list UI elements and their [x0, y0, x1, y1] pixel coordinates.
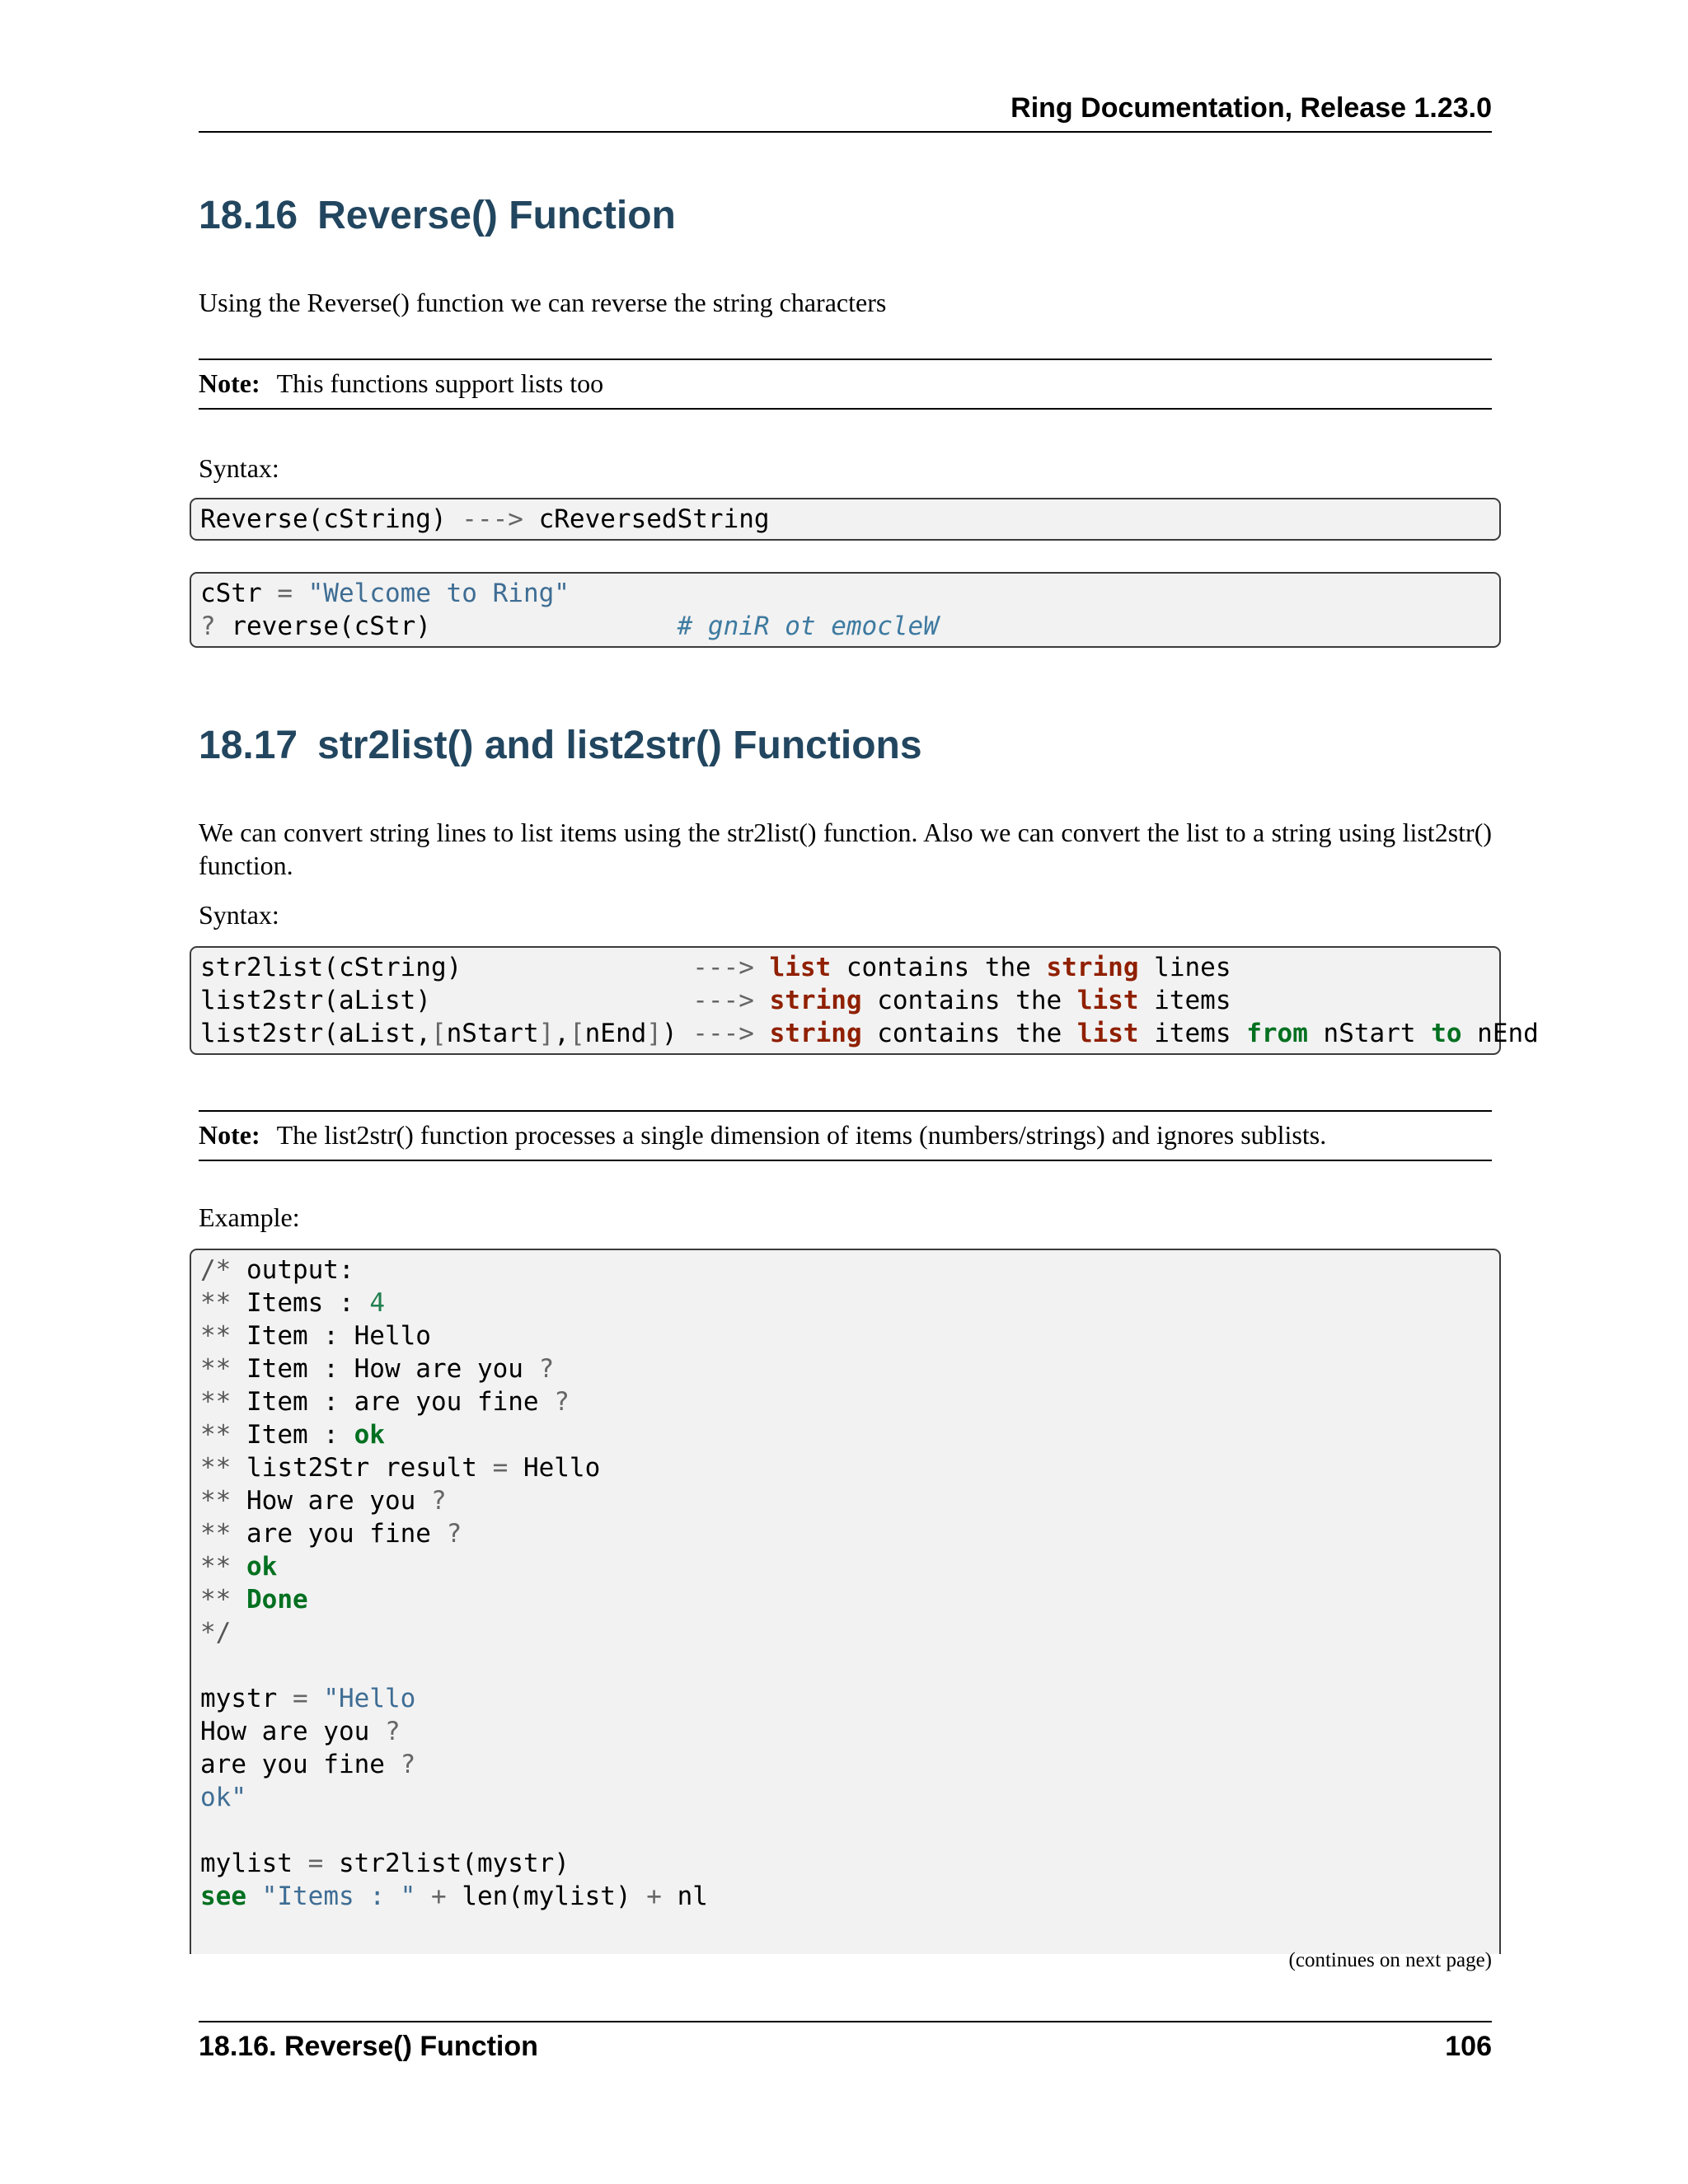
code-token: ---> — [462, 504, 523, 534]
code-token — [308, 1684, 324, 1713]
code-token: /* — [200, 1255, 232, 1285]
code-token: How are you — [231, 1486, 431, 1516]
code-line — [200, 1814, 1490, 1847]
footer-section-title: 18.16. Reverse() Function — [199, 2031, 538, 2062]
code-line — [200, 1254, 1490, 1286]
code-token: mystr — [200, 1684, 293, 1713]
code-token: ** — [200, 1585, 232, 1615]
code-token: string — [769, 1019, 862, 1048]
code-token: ? — [384, 1717, 401, 1746]
code-token: nStart — [1307, 1019, 1432, 1048]
code-token: from — [1246, 1019, 1308, 1048]
code-token: reverse(cStr) — [215, 612, 678, 641]
code-token: Done — [246, 1585, 308, 1615]
code-token: [ — [430, 1019, 447, 1048]
paragraph-reverse-intro: Using the Reverse() function we can reverse the string characters — [199, 288, 887, 317]
code-token: string — [769, 986, 862, 1015]
code-line — [200, 1286, 1490, 1319]
code-token: nl — [661, 1882, 708, 1911]
code-token: Item : Hello — [231, 1321, 431, 1351]
code-line — [200, 1517, 1490, 1550]
code-token — [754, 953, 770, 982]
code-token: see — [200, 1882, 246, 1911]
code-token: to — [1431, 1019, 1462, 1048]
section-title: str2list() and list2str() Functions — [317, 724, 922, 767]
code-token: "Welcome to Ring" — [307, 579, 570, 608]
code-token: items — [1138, 1019, 1247, 1048]
code-token: ** — [200, 1486, 232, 1516]
code-token: ** — [200, 1453, 232, 1483]
section-heading-reverse — [199, 193, 676, 238]
code-token: ---> — [692, 953, 754, 982]
code-token: Hello — [508, 1453, 601, 1483]
code-token: How are you — [200, 1717, 385, 1746]
code-line — [200, 1748, 1490, 1781]
code-line — [200, 1418, 1490, 1451]
code-token: mylist — [200, 1849, 308, 1878]
code-token: lines — [1138, 953, 1231, 982]
code-token: str2list(mystr) — [323, 1849, 570, 1878]
code-line — [200, 577, 1490, 610]
code-token: # gniR ot emocleW — [677, 612, 939, 641]
code-block-example-reverse — [190, 572, 1501, 648]
note-text: The list2str() function processes a single dimension of items (numbers/strings) and ignores sublists. — [276, 1120, 1327, 1150]
section-number: 18.17 — [199, 724, 298, 767]
code-line — [200, 1484, 1490, 1517]
code-token: nEnd — [1461, 1019, 1539, 1048]
code-token — [231, 1585, 246, 1615]
code-token: are you fine — [200, 1750, 401, 1779]
code-token: */ — [200, 1618, 232, 1647]
code-token — [754, 1019, 770, 1048]
code-token: = — [292, 1684, 308, 1713]
code-block-syntax-str2list — [190, 946, 1539, 1055]
note-label: Note: — [199, 368, 260, 398]
code-token: list — [769, 953, 832, 982]
code-token: output: — [231, 1255, 354, 1285]
code-token: string — [1046, 953, 1139, 982]
code-token: are you fine — [231, 1519, 447, 1549]
note-box — [199, 1110, 1492, 1161]
code-token: list2str(aList, — [200, 1019, 431, 1048]
code-token: ok — [354, 1420, 385, 1450]
code-token: str2list(cString) — [200, 953, 693, 982]
continues-note: (continues on next page) — [1288, 1949, 1492, 1971]
code-block-syntax-reverse — [190, 498, 1501, 541]
code-line — [200, 1451, 1490, 1484]
page-footer — [199, 2021, 1492, 2063]
code-token: = — [277, 579, 293, 608]
code-token: [ — [569, 1019, 585, 1048]
code-token: ---> — [692, 1019, 754, 1048]
code-token: nEnd — [584, 1019, 647, 1048]
code-token: list — [1076, 1019, 1139, 1048]
code-token: + — [646, 1882, 662, 1911]
section-title: Reverse() Function — [317, 194, 676, 237]
section-number: 18.16 — [199, 194, 298, 237]
note-text: This functions support lists too — [276, 368, 604, 398]
code-token: list2Str result — [231, 1453, 493, 1483]
code-token: Items : — [231, 1288, 370, 1318]
code-token: list2str(aList) — [200, 986, 693, 1015]
section-heading-str2list — [199, 723, 922, 768]
code-token: contains the — [831, 953, 1047, 982]
code-token: Reverse(cString) — [200, 504, 462, 534]
code-line — [200, 503, 1490, 536]
code-token: ? — [200, 612, 216, 641]
code-token: = — [492, 1453, 509, 1483]
code-token: ] — [538, 1019, 555, 1048]
code-line — [200, 951, 1490, 984]
page-number: 106 — [1445, 2031, 1492, 2062]
code-token — [293, 579, 308, 608]
code-token — [246, 1882, 262, 1911]
paragraph-str2list-intro: We can convert string lines to list items using the str2list() function. Also we can convert the list to a string using list2str() function. — [199, 818, 1492, 880]
code-token: Item : How are you — [231, 1354, 539, 1384]
code-token: list — [1076, 986, 1139, 1015]
code-token — [231, 1552, 246, 1582]
code-line — [200, 1583, 1490, 1616]
code-token: contains the — [861, 986, 1077, 1015]
code-token: items — [1138, 986, 1231, 1015]
code-token: ) — [661, 1019, 693, 1048]
code-token: ] — [646, 1019, 662, 1048]
code-line — [200, 1781, 1490, 1814]
code-token: ? — [538, 1354, 555, 1384]
running-header: Ring Documentation, Release 1.23.0 — [199, 92, 1492, 133]
code-token: ---> — [692, 986, 754, 1015]
code-token: contains the — [861, 1019, 1077, 1048]
code-token: cReversedString — [523, 504, 770, 534]
code-token: ** — [200, 1288, 232, 1318]
code-token: ok — [246, 1552, 278, 1582]
code-token: ** — [200, 1519, 232, 1549]
code-token: ok" — [200, 1783, 246, 1812]
code-token: ** — [200, 1387, 232, 1417]
code-token: 4 — [369, 1288, 385, 1318]
code-token: ? — [400, 1750, 416, 1779]
code-token: "Items : " — [261, 1882, 416, 1911]
code-token: cStr — [200, 579, 278, 608]
code-token: Item : — [231, 1420, 354, 1450]
code-line — [200, 1682, 1490, 1715]
code-line — [200, 1385, 1490, 1418]
syntax-label: Syntax: — [199, 900, 279, 930]
example-label: Example: — [199, 1202, 300, 1232]
code-token: ? — [430, 1486, 447, 1516]
code-line — [200, 1649, 1490, 1682]
code-line — [200, 1550, 1490, 1583]
code-line — [200, 1616, 1490, 1649]
code-block-example-str2list — [190, 1249, 1501, 1954]
code-token: "Hello — [323, 1684, 416, 1713]
code-line — [200, 1319, 1490, 1352]
code-line — [200, 610, 1490, 643]
note-box — [199, 359, 1492, 410]
code-token: , — [554, 1019, 570, 1048]
note-label: Note: — [199, 1120, 260, 1150]
code-line — [200, 1352, 1490, 1385]
code-line — [200, 1017, 1539, 1050]
code-token: len(mylist) — [446, 1882, 647, 1911]
code-token: nStart — [446, 1019, 539, 1048]
code-token: ** — [200, 1552, 232, 1582]
code-token: + — [430, 1882, 447, 1911]
code-token: ? — [446, 1519, 462, 1549]
code-line — [200, 984, 1490, 1017]
code-line — [200, 1847, 1490, 1880]
code-token: ** — [200, 1354, 232, 1384]
code-token — [754, 986, 770, 1015]
code-token: Item : are you fine — [231, 1387, 555, 1417]
code-token — [415, 1882, 431, 1911]
code-line — [200, 1715, 1490, 1748]
code-token: ** — [200, 1420, 232, 1450]
code-token: ? — [554, 1387, 570, 1417]
code-token: ** — [200, 1321, 232, 1351]
code-token: = — [307, 1849, 324, 1878]
syntax-label: Syntax: — [199, 453, 279, 483]
code-line — [200, 1880, 1490, 1913]
